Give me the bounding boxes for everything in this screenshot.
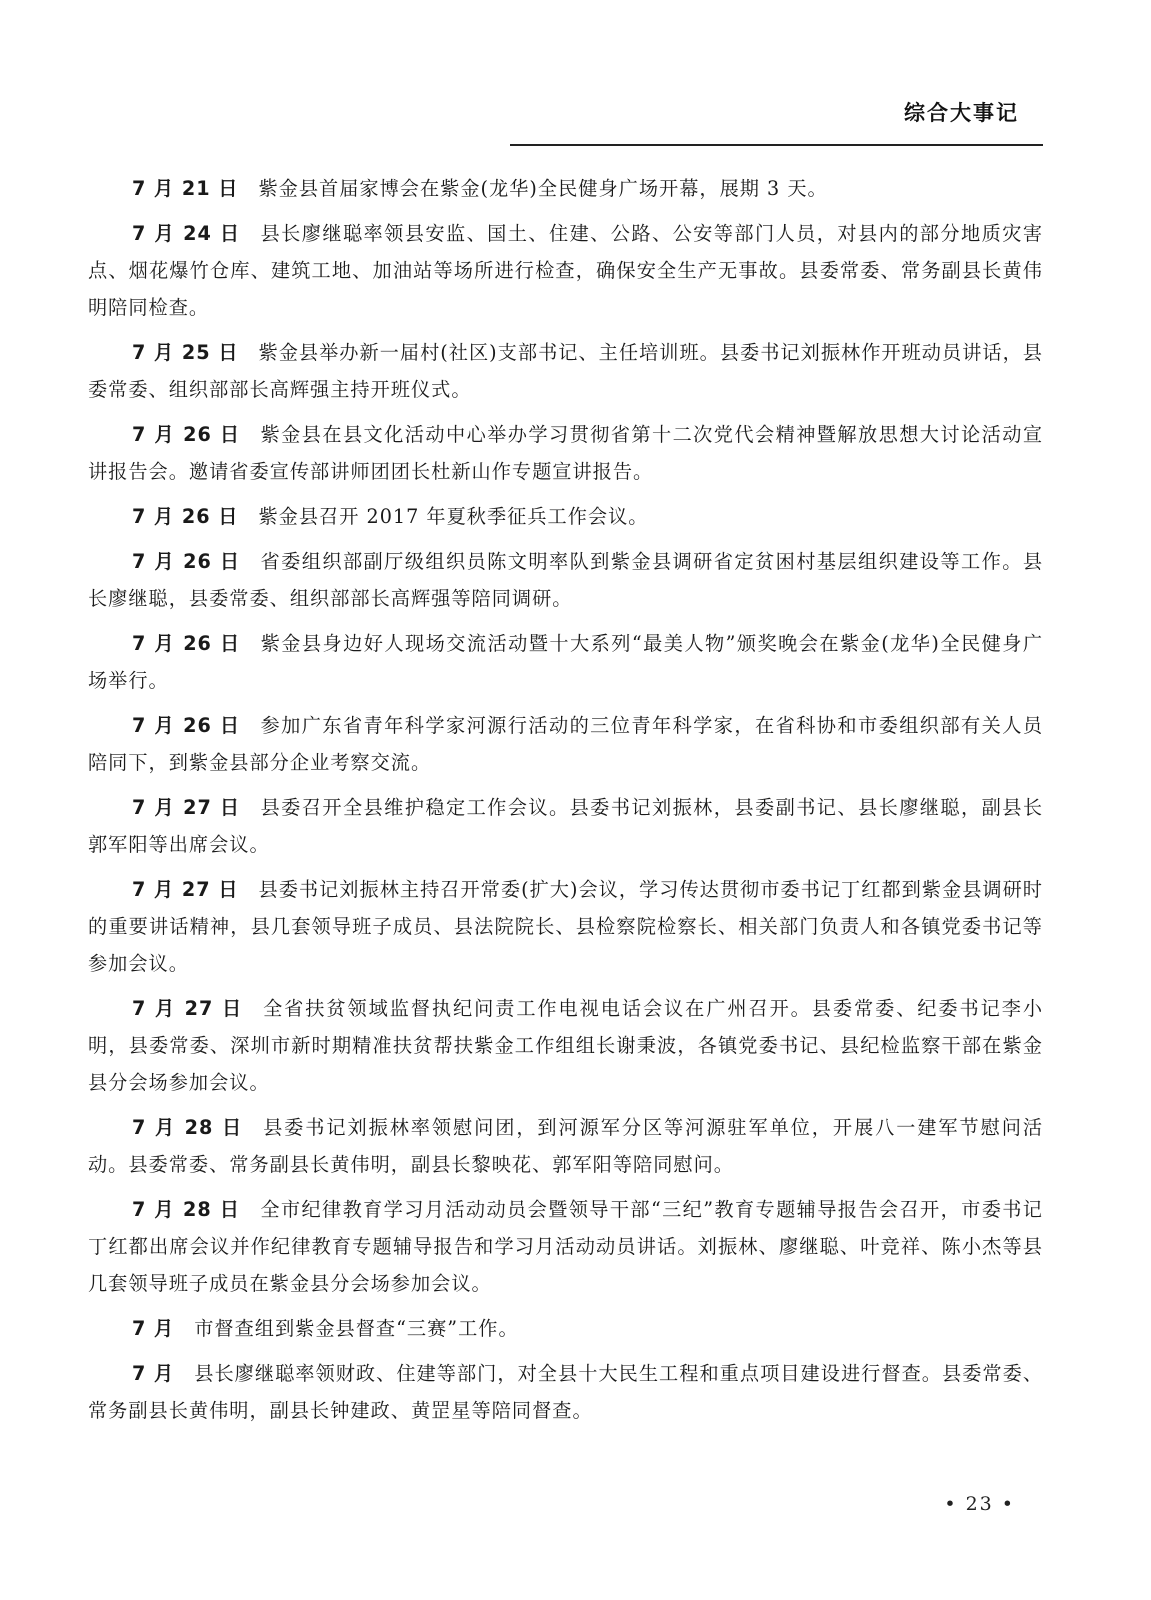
entry-text: 紫金县在县文化活动中心举办学习贯彻省第十二次党代会精神暨解放思想大讨论活动宣讲报告会。邀请省委宣传部讲师团团长杜新山作专题宣讲报告。 xyxy=(88,423,1044,483)
entry-date: 7 月 21 日 xyxy=(132,177,239,200)
chronicle-entry xyxy=(88,1355,1043,1429)
entry-text: 县长廖继聪率领县安监、国土、住建、公路、公安等部门人员，对县内的部分地质灾害点、烟花爆竹仓库、建筑工地、加油站等场所进行检查，确保安全生产无事故。县委常委、常务副县长黄伟明陪同检查。 xyxy=(88,222,1044,319)
chronicle-entry xyxy=(88,625,1043,699)
chronicle-entry xyxy=(88,334,1043,408)
entry-text: 县委书记刘振林主持召开常委(扩大)会议，学习传达贯彻市委书记丁红都到紫金县调研时的重要讲话精神，县几套领导班子成员、县法院院长、县检察院检察长、相关部门负责人和各镇党委书记等参加会议。 xyxy=(88,878,1043,975)
chronicle-entry xyxy=(88,707,1043,781)
chronicle-body xyxy=(88,170,1043,1437)
entry-text: 紫金县首届家博会在紫金(龙华)全民健身广场开幕，展期 3 天。 xyxy=(258,177,828,200)
chronicle-entry xyxy=(88,170,1043,207)
entry-date: 7 月 26 日 xyxy=(132,714,241,737)
chronicle-entry xyxy=(88,416,1043,490)
entry-text: 县委书记刘振林率领慰问团，到河源军分区等河源驻军单位，开展八一建军节慰问活动。县委常委、常务副县长黄伟明，副县长黎映花、郭军阳等陪同慰问。 xyxy=(88,1116,1044,1176)
running-head-title: 综合大事记 xyxy=(904,101,1019,125)
entry-date: 7 月 25 日 xyxy=(132,341,239,364)
entry-date: 7 月 26 日 xyxy=(132,423,241,446)
entry-text: 县委召开全县维护稳定工作会议。县委书记刘振林，县委副书记、县长廖继聪，副县长郭军阳等出席会议。 xyxy=(88,796,1044,856)
entry-date: 7 月 24 日 xyxy=(132,222,241,245)
entry-text: 全省扶贫领域监督执纪问责工作电视电话会议在广州召开。县委常委、纪委书记李小明，县委常委、深圳市新时期精准扶贫帮扶紫金工作组组长谢秉波，各镇党委书记、县纪检监察干部在紫金县分会场参加会议。 xyxy=(88,997,1044,1094)
page-number: • 23 • xyxy=(944,1493,1015,1515)
chronicle-entry xyxy=(88,990,1043,1101)
chronicle-entry xyxy=(88,789,1043,863)
entry-text: 紫金县身边好人现场交流活动暨十大系列“最美人物”颁奖晚会在紫金(龙华)全民健身广场举行。 xyxy=(88,632,1044,692)
entry-text: 紫金县举办新一届村(社区)支部书记、主任培训班。县委书记刘振林作开班动员讲话，县委常委、组织部部长高辉强主持开班仪式。 xyxy=(88,341,1043,401)
entry-text: 省委组织部副厅级组织员陈文明率队到紫金县调研省定贫困村基层组织建设等工作。县长廖继聪，县委常委、组织部部长高辉强等陪同调研。 xyxy=(88,550,1044,610)
entry-date: 7 月 26 日 xyxy=(132,550,241,573)
entry-text: 市督查组到紫金县督查“三赛”工作。 xyxy=(194,1317,519,1340)
entry-date: 7 月 27 日 xyxy=(132,796,241,819)
entry-date: 7 月 28 日 xyxy=(132,1116,244,1139)
entry-text: 紫金县召开 2017 年夏秋季征兵工作会议。 xyxy=(258,505,649,528)
entry-date: 7 月 27 日 xyxy=(132,997,244,1020)
entry-date: 7 月 28 日 xyxy=(132,1198,241,1221)
chronicle-entry xyxy=(88,1310,1043,1347)
entry-date: 7 月 27 日 xyxy=(132,878,239,901)
chronicle-entry xyxy=(88,215,1043,326)
entry-date: 7 月 26 日 xyxy=(132,505,239,528)
chronicle-entry xyxy=(88,1109,1043,1183)
entry-date: 7 月 26 日 xyxy=(132,632,241,655)
header-rule xyxy=(510,144,1043,146)
chronicle-entry xyxy=(88,543,1043,617)
entry-date: 7 月 xyxy=(132,1362,175,1385)
entry-text: 参加广东省青年科学家河源行活动的三位青年科学家，在省科协和市委组织部有关人员陪同下，到紫金县部分企业考察交流。 xyxy=(88,714,1044,774)
chronicle-entry xyxy=(88,498,1043,535)
entry-text: 县长廖继聪率领财政、住建等部门，对全县十大民生工程和重点项目建设进行督查。县委常委、常务副县长黄伟明，副县长钟建政、黄罡星等陪同督查。 xyxy=(88,1362,1044,1422)
entry-text: 全市纪律教育学习月活动动员会暨领导干部“三纪”教育专题辅导报告会召开，市委书记丁红都出席会议并作纪律教育专题辅导报告和学习月活动动员讲话。刘振林、廖继聪、叶竞祥、陈小杰等县几套领导班子成员在紫金县分会场参加会议。 xyxy=(88,1198,1043,1295)
chronicle-entry xyxy=(88,871,1043,982)
entry-date: 7 月 xyxy=(132,1317,175,1340)
chronicle-entry xyxy=(88,1191,1043,1302)
